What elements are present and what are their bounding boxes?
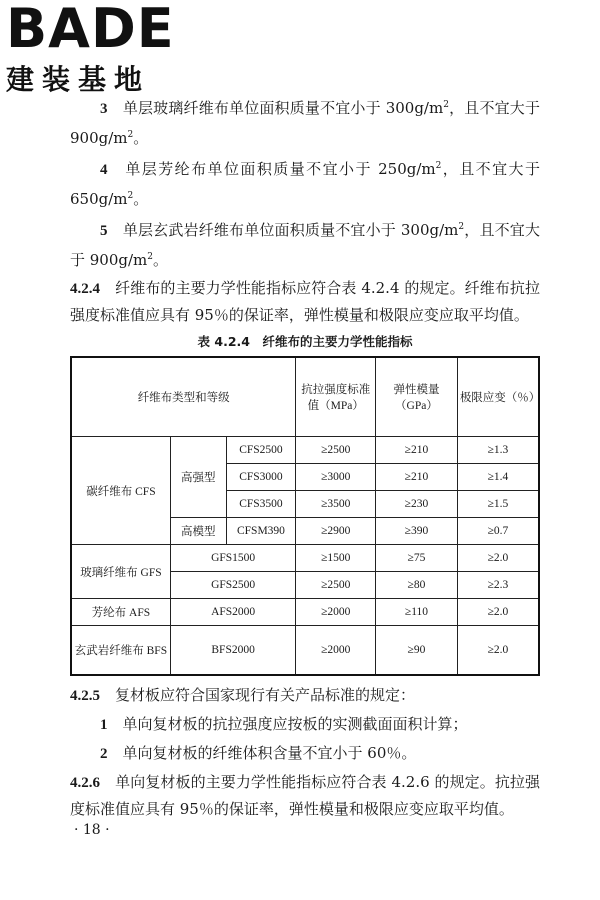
cell-strain: ≥1.3 xyxy=(457,437,539,464)
group-high-modulus: 高模型 xyxy=(170,518,226,545)
cell-strength: ≥2500 xyxy=(296,572,376,599)
cell-modulus: ≥210 xyxy=(376,464,458,491)
logo-subtitle: 建装基地 xyxy=(6,63,151,96)
clause-number: 4.2.5 xyxy=(70,688,100,704)
header-strain: 极限应变（％） xyxy=(457,357,539,437)
group-aramid: 芳纶布 AFS xyxy=(71,599,170,626)
properties-table xyxy=(70,356,540,676)
cell-strain: ≥2.0 xyxy=(457,545,539,572)
cell-modulus: ≥110 xyxy=(376,599,458,626)
clause-4-2-5 xyxy=(70,682,540,709)
table-row xyxy=(71,437,539,464)
cell-grade: GFS1500 xyxy=(170,545,296,572)
item-5: 5 单层玄武岩纤维布单位面积质量不宜小于 $300g/m^2$，且不宜大于 $900g/m^2$。 xyxy=(70,221,540,269)
cell-modulus: ≥390 xyxy=(376,518,458,545)
item-4: 4 单层芳纶布单位面积质量不宜小于 $250g/m^2$，且不宜大于 $650g/m^2$。 xyxy=(70,160,540,208)
page-content xyxy=(70,92,540,824)
cell-modulus: ≥80 xyxy=(376,572,458,599)
item-text: 单向复材板的抗拉强度应按板的实测截面面积计算； xyxy=(122,715,468,733)
cell-strength: ≥3000 xyxy=(296,464,376,491)
cell-grade: CFS2500 xyxy=(226,437,296,464)
item-number: 1 xyxy=(100,717,108,733)
clause-text: 复材板应符合国家现行有关产品标准的规定： xyxy=(115,686,416,704)
header-type: 纤维布类型和等级 xyxy=(71,357,296,437)
table-header-row xyxy=(71,357,539,437)
clause-4-2-4 xyxy=(70,275,540,328)
cell-modulus: ≥210 xyxy=(376,437,458,464)
cell-grade: AFS2000 xyxy=(170,599,296,626)
item-text: 单层玄武岩纤维布单位面积质量不宜小于 300g/m xyxy=(122,221,459,239)
group-high-strength: 高强型 xyxy=(170,437,226,518)
cell-strength: ≥3500 xyxy=(296,491,376,518)
table-row xyxy=(71,545,539,572)
table-row xyxy=(71,626,539,676)
cell-strength: ≥2900 xyxy=(296,518,376,545)
group-basalt: 玄武岩纤维布 BFS xyxy=(71,626,170,676)
logo xyxy=(6,2,175,98)
table-row xyxy=(71,599,539,626)
group-glass: 玻璃纤维布 GFS xyxy=(71,545,170,599)
item-number: 2 xyxy=(100,746,108,762)
table-caption: 表 4.2.4 纤维布的主要力学性能指标 xyxy=(197,334,413,349)
cell-modulus: ≥90 xyxy=(376,626,458,676)
clause-number: 4.2.4 xyxy=(70,281,100,297)
cell-grade: CFSM390 xyxy=(226,518,296,545)
cell-modulus: ≥75 xyxy=(376,545,458,572)
cell-strength: ≥1500 xyxy=(296,545,376,572)
clause-text: 纤维布的主要力学性能指标应符合表 4.2.4 的规定。纤维布抗拉强度标准值应具有 95％的保证率，弹性模量和极限应变应取平均值。 xyxy=(70,279,540,324)
page-number: · 18 · xyxy=(74,822,110,838)
item-text: 单层玻璃纤维布单位面积质量不宜小于 300g/m xyxy=(122,99,444,117)
clause-4-2-5-item-1 xyxy=(70,711,540,738)
cell-strain: ≥2.0 xyxy=(457,626,539,676)
clause-4-2-5-item-2 xyxy=(70,740,540,767)
cell-strain: ≥1.4 xyxy=(457,464,539,491)
cell-modulus: ≥230 xyxy=(376,491,458,518)
cell-strain: ≥2.3 xyxy=(457,572,539,599)
cell-strain: ≥0.7 xyxy=(457,518,539,545)
cell-grade: CFS3000 xyxy=(226,464,296,491)
cell-strength: ≥2000 xyxy=(296,626,376,676)
item-3: 3 单层玻璃纤维布单位面积质量不宜小于 $300g/m^2$，且不宜大于 $900g/m^2$。 xyxy=(70,99,540,147)
cell-strength: ≥2000 xyxy=(296,599,376,626)
item-number: 4 xyxy=(100,162,108,178)
logo-brand: BADE xyxy=(6,0,175,60)
header-modulus: 弹性模量（GPa） xyxy=(376,357,458,437)
cell-strain: ≥1.5 xyxy=(457,491,539,518)
item-number: 3 xyxy=(100,101,108,117)
cell-strength: ≥2500 xyxy=(296,437,376,464)
clause-4-2-6 xyxy=(70,769,540,822)
group-carbon: 碳纤维布 CFS xyxy=(71,437,170,545)
item-text: 单向复材板的纤维体积含量不宜小于 60％。 xyxy=(122,744,417,762)
header-strength: 抗拉强度标准值（MPa） xyxy=(296,357,376,437)
cell-grade: GFS2500 xyxy=(170,572,296,599)
item-number: 5 xyxy=(100,223,108,239)
cell-strain: ≥2.0 xyxy=(457,599,539,626)
item-text: 单层芳纶布单位面积质量不宜小于 250g/m xyxy=(125,160,436,178)
cell-grade: BFS2000 xyxy=(170,626,296,676)
clause-text: 单向复材板的主要力学性能指标应符合表 4.2.6 的规定。抗拉强度标准值应具有 95％的保证率，弹性模量和极限应变应取平均值。 xyxy=(70,773,540,818)
cell-grade: CFS3500 xyxy=(226,491,296,518)
clause-number: 4.2.6 xyxy=(70,775,100,791)
